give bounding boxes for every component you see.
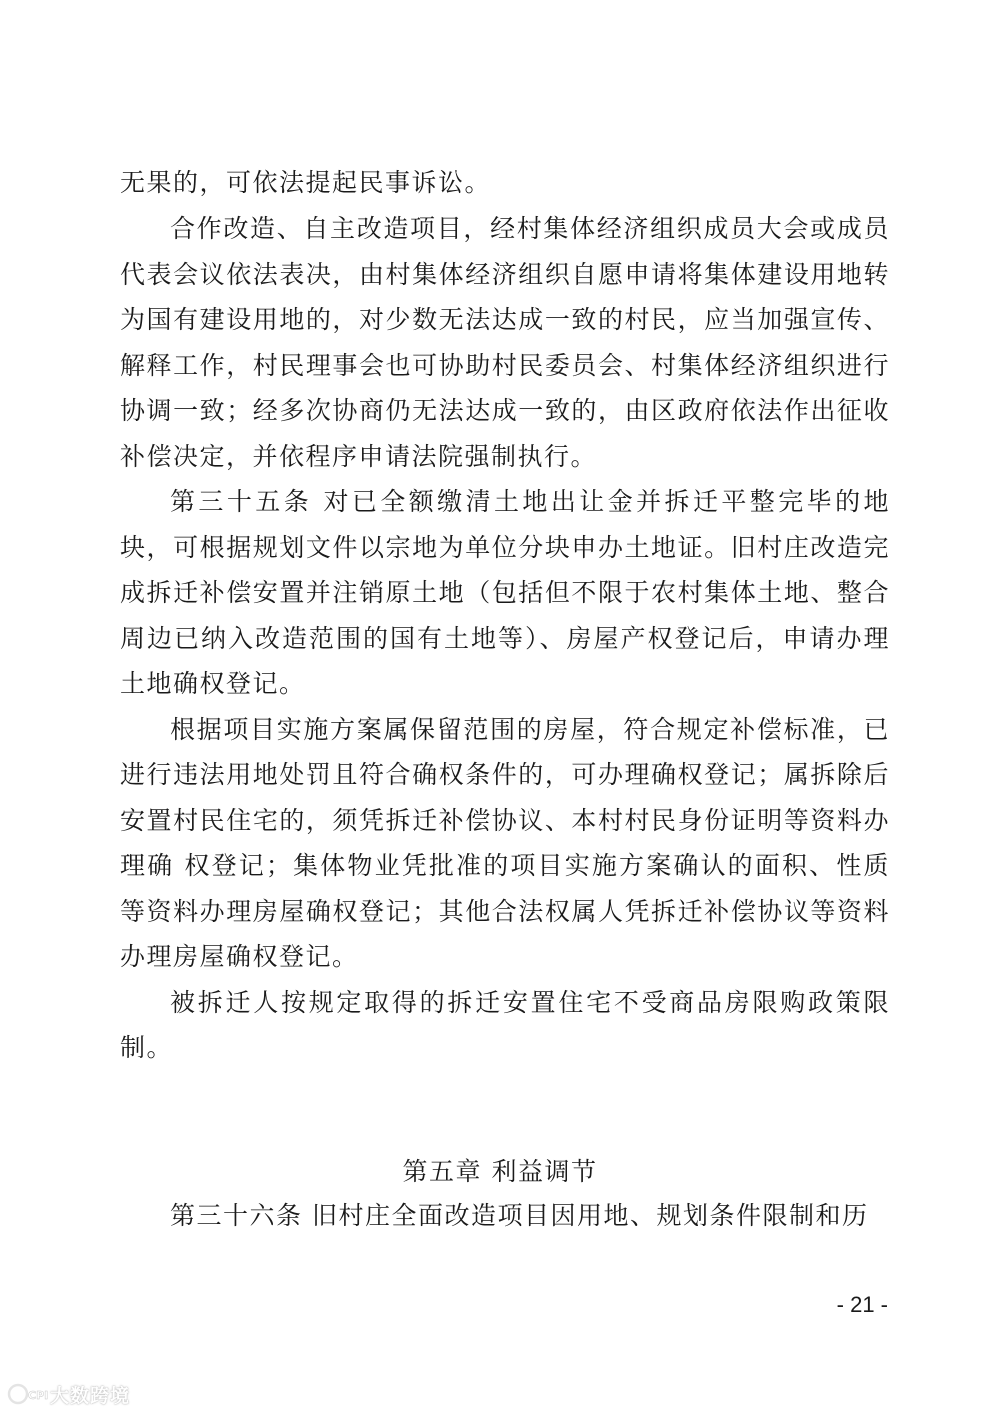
paragraph-retained-houses: 根据项目实施方案属保留范围的房屋，符合规定补偿标准，已进行违法用地处罚且符合确权条件的，可办理确权登记；属拆除后安置村民住宅的，须凭拆迁补偿协议、本村村民身份证明等资料办理确 权登记；集体物业凭批准的项目实施方案确认的面积、性质等资料办理房屋确权登记；其他合法权属人凭拆迁补偿协议等资料办理房屋确权登记。 (120, 714, 890, 971)
watermark (6, 1380, 130, 1408)
watermark-logo-text: CPI (28, 1389, 49, 1402)
paragraph-article-36-start: 第三十六条 旧村庄全面改造项目因用地、规划条件限制和历 (170, 1201, 869, 1230)
chapter-heading: 第五章 利益调节 (402, 1157, 598, 1186)
page-number: - 21 - (836, 1292, 888, 1317)
continuation-line: 无果的，可依法提起民事诉讼。 (120, 168, 492, 197)
watermark-text: 大数跨境 (50, 1384, 131, 1407)
paragraph-purchase-restriction: 被拆迁人按规定取得的拆迁安置住宅不受商品房限购政策限制。 (120, 987, 890, 1062)
body-text (120, 206, 890, 1071)
paragraph-article-35: 第三十五条 对已全额缴清土地出让金并拆迁平整完毕的地块，可根据规划文件以宗地为单位分块申办土地证。旧村庄改造完成拆迁补偿安置并注销原土地（包括但不限于农村集体土地、整合周边已纳入改造范围的国有土地等）、房屋产权登记后，申请办理土地确权登记。 (120, 487, 890, 698)
watermark-logo-icon (6, 1382, 49, 1406)
paragraph-cooperation-renovation: 合作改造、自主改造项目，经村集体经济组织成员大会或成员代表会议依法表决，由村集体经济组织自愿申请将集体建设用地转为国有建设用地的，对少数无法达成一致的村民，应当加强宣传、解释工作，村民理事会也可协助村民委员会、村集体经济组织进行协调一致；经多次协商仍无法达成一致的，由区政府依法作出征收补偿决定，并依程序申请法院强制执行。 (120, 214, 890, 471)
